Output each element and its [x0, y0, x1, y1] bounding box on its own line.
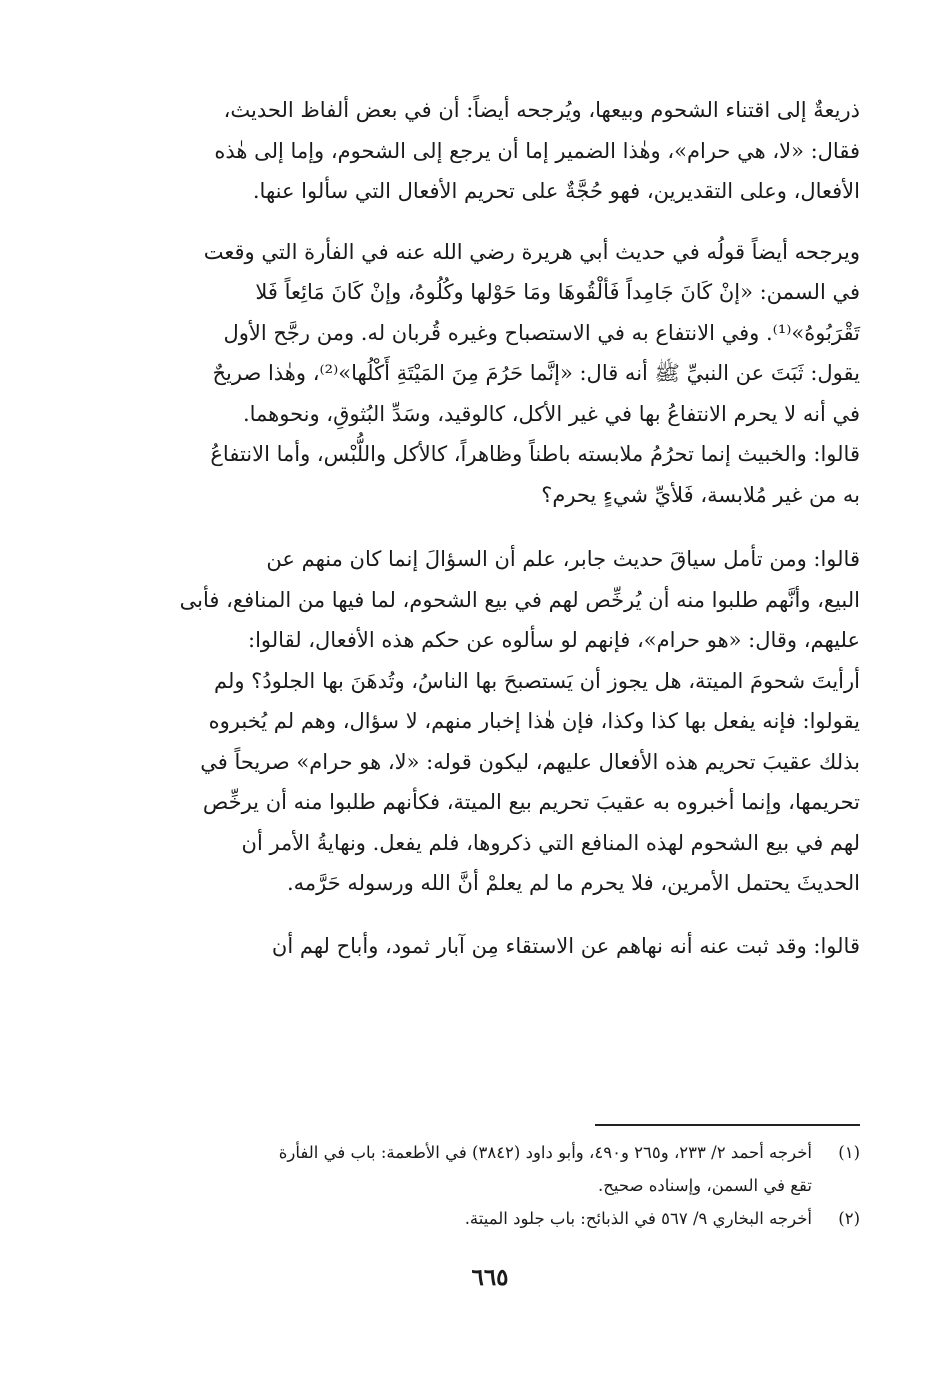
footnote-1 [160, 1136, 860, 1202]
text-line: قالوا: والخبيث إنما تحرُمُ ملابسته باطناً وظاهراً، كالأكل واللُّبْس، وأما الانتفاعُ [210, 442, 860, 466]
footnote-line: أخرجه البخاري ٩/ ٥٦٧ في الذبائح: باب جلود الميتة. [464, 1209, 812, 1228]
text-line: في السمن: «إنْ كَانَ جَامِداً فَألْقُوهَا ومَا حَوْلها وكُلُوهُ، وإنْ كَانَ مَائِعاً فَلا [255, 280, 860, 304]
text-line: ويرجحه أيضاً قولُه في حديث أبي هريرة رضي الله عنه في الفأرة التي وقعت [203, 239, 860, 264]
text-line: الأفعال، وعلى التقديرين، فهو حُجَّةٌ على تحريم الأفعال التي سألوا عنها. [252, 179, 860, 203]
footnote-line: أخرجه أحمد ٢/ ٢٣٣، و٢٦٥ و٤٩٠، وأبو داود (٣٨٤٢) في الأطعمة: باب في الفأرة [278, 1143, 812, 1162]
footnote-number: (١) [838, 1143, 860, 1162]
paragraph-2 [160, 232, 860, 516]
text-line: لهم في بيع الشحوم لهذه المنافع التي ذكروها، فلم يفعل. ونهايةُ الأمر أن [241, 830, 860, 855]
text-line: قالوا: وقد ثبت عنه أنه نهاهم عن الاستقاء مِن آبار ثمود، وأباح لهم أن [271, 933, 860, 958]
text-line: بذلك عقيبَ تحريم هذه الأفعال عليهم، ليكون قوله: «لا، هو حرام» صريحاً في [200, 749, 860, 774]
text-line: البيع، وأنَّهم طلبوا منه أن يُرخِّص لهم في بيع الشحوم، لما فيها من المنافع، فأبى [179, 587, 860, 612]
text-line: فقال: «لا، هي حرام»، وهٰذا الضمير إما أن يرجع إلى الشحوم، وإما إلى هٰذه [214, 138, 860, 163]
footnote-line: تقع في السمن، وإسناده صحيح. [597, 1176, 812, 1195]
footnote-text [160, 1136, 812, 1202]
text-line: في أنه لا يحرم الانتفاعُ بها في غير الأكل، كالوقيد، وسَدِّ البُثوقِ، ونحوهما. [242, 401, 860, 426]
text-line: تَقْرَبُوهُ»⁽¹⁾. وفي الانتفاع به في الاستصباح وغيره قُربان له. ومن رجَّح الأول [223, 320, 860, 345]
text-line: تحريمها، وإنما أخبروه به عقيبَ تحريم بيع الميتة، فكأنهم طلبوا منه أن يرخِّص [202, 790, 860, 814]
text-line: الحديثَ يحتمل الأمرين، فلا يحرم ما لم يعلمْ أنَّ الله ورسوله حَرَّمه. [286, 871, 860, 895]
page-number: ٦٦٥ [471, 1264, 509, 1291]
footnote-number: (٢) [838, 1209, 860, 1228]
paragraph-1 [160, 90, 860, 212]
text-line: يقول: ثَبَتَ عن النبيِّ ﷺ أنه قال: «إنَّما حَرُمَ مِنَ المَيْتَةِ أَكْلُها»⁽²⁾، وهٰذا صريحٌ [212, 361, 860, 385]
text-line: قالوا: ومن تأمل سياقَ حديث جابر، علم أن السؤالَ إنما كان منهم عن [266, 547, 860, 571]
paragraph-4 [160, 926, 860, 967]
footnote-separator [595, 1124, 860, 1126]
text-line: به من غير مُلابسة، فَلأيِّ شيءٍ يحرم؟ [541, 482, 860, 507]
text-line: أرأيتَ شحومَ الميتة، هل يجوز أن يَستصبحَ بها الناسُ، وتُدهَنَ بها الجلودُ؟ ولم [213, 668, 860, 693]
footnote-text [160, 1202, 812, 1235]
main-text [160, 90, 860, 966]
text-line: ذريعةٌ إلى اقتناء الشحوم وبيعها، ويُرجحه أيضاً: أن في بعض ألفاظ الحديث، [223, 98, 860, 122]
text-line: يقولوا: فإنه يفعل بها كذا وكذا، فإن هٰذا إخبار منهم، لا سؤال، وهم لم يُخبروه [208, 709, 860, 733]
paragraph-3 [160, 539, 860, 904]
footnotes [160, 1136, 860, 1235]
text-line: عليهم، وقال: «هو حرام»، فإنهم لو سألوه عن حكم هذه الأفعال، لقالوا: [248, 628, 860, 652]
footnote-2 [160, 1202, 860, 1235]
